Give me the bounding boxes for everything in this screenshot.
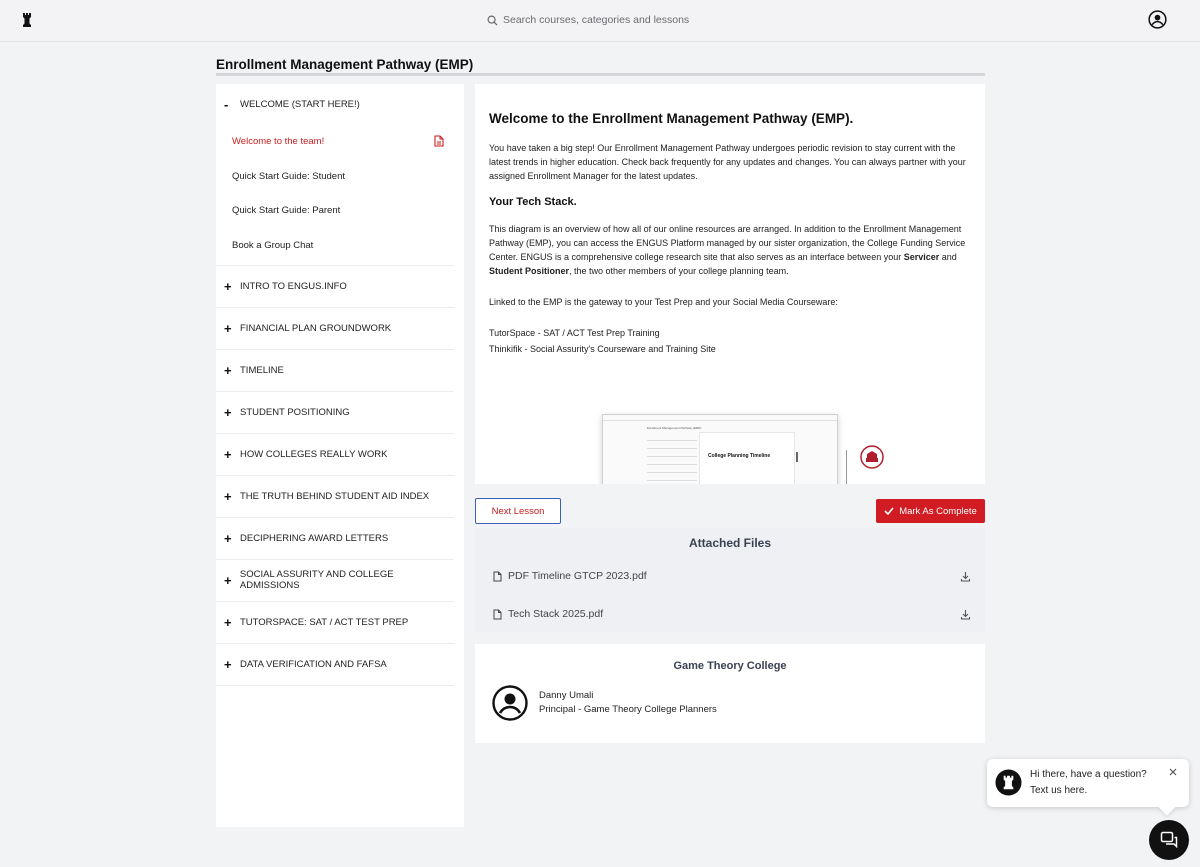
sidebar-section-award-letters[interactable] xyxy=(216,518,454,560)
college-seal-icon xyxy=(860,445,884,469)
close-icon[interactable] xyxy=(1168,767,1178,777)
file-name[interactable]: PDF Timeline GTCP 2023.pdf xyxy=(508,570,647,582)
sidebar-section-financial-plan[interactable] xyxy=(216,308,454,350)
diagram-panel xyxy=(699,432,795,484)
tech-stack-diagram xyxy=(602,414,838,484)
file-icon xyxy=(493,571,502,582)
attached-files-panel xyxy=(475,528,985,632)
body-end: , the two other members of your college planning team. xyxy=(569,266,789,276)
attached-file[interactable] xyxy=(493,568,971,584)
section-label[interactable]: THE TRUTH BEHIND STUDENT AID INDEX xyxy=(240,490,430,502)
college-card xyxy=(475,644,985,743)
mark-complete-label[interactable]: Mark As Complete xyxy=(899,505,977,517)
servicer-bold: Servicer xyxy=(903,252,940,262)
section-label[interactable]: INTRO TO ENGUS.INFO xyxy=(240,280,347,292)
course-sidebar xyxy=(216,84,464,827)
section-label[interactable]: WELCOME (START HERE!) xyxy=(240,98,360,110)
section-label[interactable]: TUTORSPACE: SAT / ACT TEST PREP xyxy=(240,616,409,628)
chat-prompt[interactable] xyxy=(987,759,1189,807)
sidebar-section-social-assurity[interactable] xyxy=(216,560,454,602)
diagram-scroll xyxy=(796,452,798,462)
collapse-toggle[interactable]: - xyxy=(224,96,229,112)
lesson-list xyxy=(216,124,454,266)
chat-line-2[interactable]: Text us here. xyxy=(1030,785,1088,796)
diagram-sidebar xyxy=(647,433,697,484)
chat-icon xyxy=(1160,831,1178,849)
section-label[interactable]: DATA VERIFICATION AND FAFSA xyxy=(240,658,387,670)
check-icon xyxy=(884,506,894,516)
diagram-connector xyxy=(846,450,847,484)
sidebar-section-student-aid-index[interactable] xyxy=(216,476,454,518)
body-text: This diagram is an overview of how all of our online resources are arranged. In addition to the Enrollment Management Pathway (EMP), you can access the ENGUS Platform managed by our sister organization, the College Funding Service Center. ENGUS is a comprehensive college research site that also serves as an interface between your xyxy=(489,224,966,262)
sidebar-section-tutorspace[interactable] xyxy=(216,602,454,644)
section-label[interactable]: HOW COLLEGES REALLY WORK xyxy=(240,448,388,460)
sidebar-section-intro-engus[interactable] xyxy=(216,266,454,308)
person-role: Principal - Game Theory College Planners xyxy=(539,704,717,715)
diagram-title: Enrollment Management Pathway (EMP) xyxy=(647,426,702,430)
expand-toggle[interactable]: + xyxy=(224,278,232,294)
user-circle-icon[interactable] xyxy=(1148,10,1167,29)
lesson-linked: Linked to the EMP is the gateway to your Test Prep and your Social Media Courseware: xyxy=(489,297,838,307)
section-label[interactable]: FINANCIAL PLAN GROUNDWORK xyxy=(240,322,392,334)
avatar-icon xyxy=(492,685,528,721)
section-label[interactable]: DECIPHERING AWARD LETTERS xyxy=(240,532,389,544)
expand-toggle[interactable]: + xyxy=(224,488,232,504)
expand-toggle[interactable]: + xyxy=(224,446,232,462)
lesson-content xyxy=(475,84,985,484)
sidebar-section-data-verification[interactable] xyxy=(216,644,454,686)
lesson-subheading: Your Tech Stack. xyxy=(489,196,577,208)
lesson-book-group-chat[interactable] xyxy=(216,228,454,263)
file-name[interactable]: Tech Stack 2025.pdf xyxy=(508,608,604,620)
chat-line-1[interactable]: Hi there, have a question? xyxy=(1030,769,1147,780)
expand-toggle[interactable]: + xyxy=(224,362,232,378)
lesson-welcome-to-the-team[interactable] xyxy=(216,124,454,159)
lesson-body xyxy=(489,222,973,278)
search-icon xyxy=(487,15,498,26)
chat-launcher-button[interactable] xyxy=(1149,820,1189,860)
lesson-link-tutorspace: TutorSpace - SAT / ACT Test Prep Training xyxy=(489,328,660,338)
positioner-bold: Student Positioner xyxy=(489,266,570,276)
lesson-link-thinkific: Thinkifik - Social Assurity's Courseware and Training Site xyxy=(489,344,716,354)
download-icon[interactable] xyxy=(960,571,971,582)
sidebar-section-timeline[interactable] xyxy=(216,350,454,392)
person-name: Danny Umali xyxy=(539,690,594,701)
lesson-label[interactable]: Welcome to the team! xyxy=(232,135,325,147)
file-icon xyxy=(493,609,502,620)
diagram-topbar xyxy=(603,415,837,421)
sidebar-section-welcome[interactable] xyxy=(216,84,454,124)
section-label[interactable]: SOCIAL ASSURITY AND COLLEGE ADMISSIONS xyxy=(239,569,394,592)
rook-icon[interactable] xyxy=(20,12,34,28)
expand-toggle[interactable]: + xyxy=(224,572,232,588)
college-title: Game Theory College xyxy=(673,660,787,672)
expand-toggle[interactable]: + xyxy=(224,404,232,420)
mark-complete-button[interactable] xyxy=(876,499,985,523)
top-bar xyxy=(0,0,1200,42)
lesson-quick-start-student[interactable] xyxy=(216,159,454,194)
lesson-label[interactable]: Quick Start Guide: Parent xyxy=(232,205,341,217)
next-lesson-button[interactable]: Next Lesson xyxy=(475,498,561,524)
document-icon xyxy=(434,135,444,147)
expand-toggle[interactable]: + xyxy=(224,530,232,546)
expand-toggle[interactable]: + xyxy=(224,656,232,672)
download-icon[interactable] xyxy=(960,609,971,620)
body-and: and xyxy=(939,252,957,262)
lesson-label[interactable]: Quick Start Guide: Student xyxy=(232,170,346,182)
lesson-intro: You have taken a big step! Our Enrollment Management Pathway undergoes periodic revision to stay current with the latest trends in higher education. Check back frequently for any updates and changes. You can always partner with your assigned Enrollment Manager for the latest updates. xyxy=(489,143,966,181)
section-label[interactable]: STUDENT POSITIONING xyxy=(240,406,350,418)
diagram-panel-title: College Planning Timeline xyxy=(708,453,771,459)
attached-file[interactable] xyxy=(493,606,971,622)
expand-toggle[interactable]: + xyxy=(224,320,232,336)
sidebar-section-how-colleges-work[interactable] xyxy=(216,434,454,476)
lesson-label[interactable]: Book a Group Chat xyxy=(232,239,314,251)
search-placeholder[interactable]: Search courses, categories and lessons xyxy=(503,14,690,26)
rook-avatar-icon xyxy=(995,769,1022,796)
lesson-quick-start-parent[interactable] xyxy=(216,193,454,228)
page-title: Enrollment Management Pathway (EMP) xyxy=(216,57,474,72)
search-bar[interactable] xyxy=(487,12,689,28)
section-label[interactable]: TIMELINE xyxy=(240,364,284,376)
sidebar-section-student-positioning[interactable] xyxy=(216,392,454,434)
expand-toggle[interactable]: + xyxy=(224,614,232,630)
attached-files-title: Attached Files xyxy=(688,536,772,550)
lesson-heading: Welcome to the Enrollment Management Pathway (EMP). xyxy=(489,111,854,126)
title-divider xyxy=(216,73,985,76)
